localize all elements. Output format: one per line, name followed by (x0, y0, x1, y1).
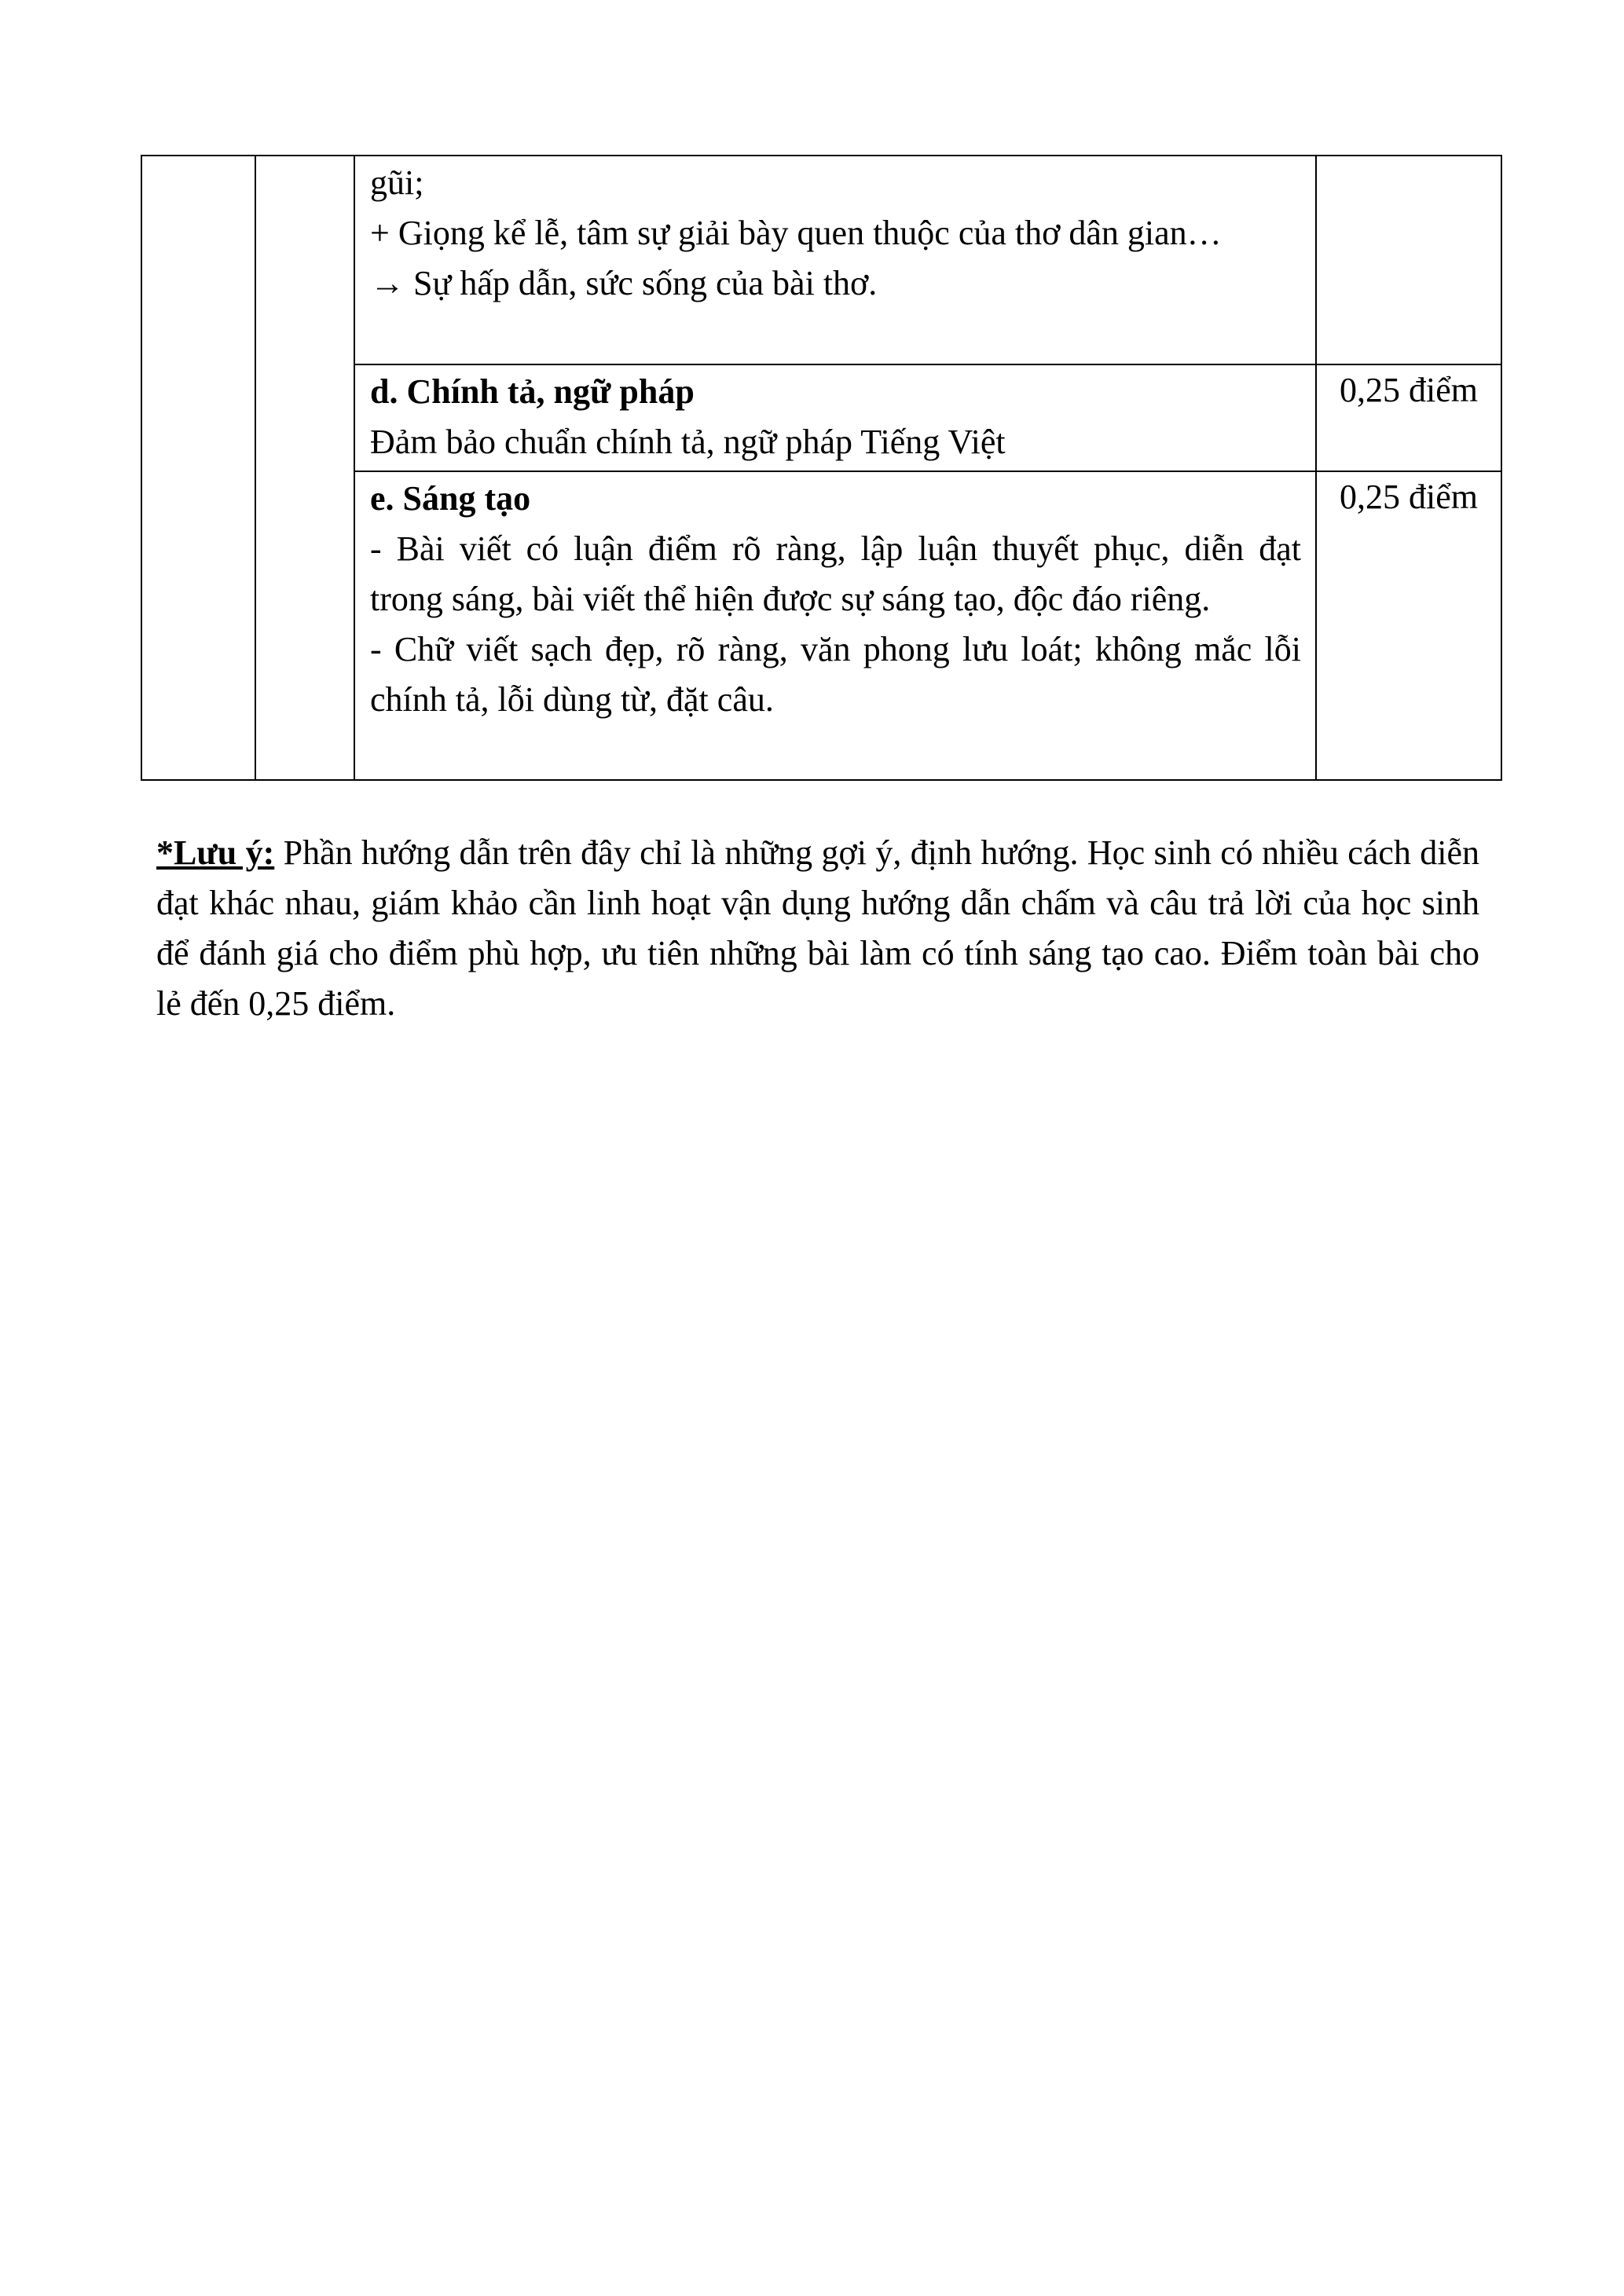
table-row (141, 156, 1501, 364)
content-line: gũi; (370, 163, 424, 202)
content-line: + Giọng kể lễ, tâm sự giải bày quen thuộc của thơ dân gian… (370, 214, 1222, 252)
score-value: 0,25 điểm (1316, 364, 1501, 471)
criterion-heading: e. Sáng tạo (370, 479, 531, 518)
table-cell-content (354, 471, 1316, 780)
table-cell-question (255, 156, 354, 780)
note-text: Phần hướng dẫn trên đây chỉ là những gợi ý, định hướng. Học sinh có nhiều cách diễn đạt khác nhau, giám khảo cần linh hoạt vận dụng hướng dẫn chấm và câu trả lời của học sinh để đánh giá cho điểm phù hợp, ưu tiên những bài làm có tính sáng tạo cao. Điểm toàn bài cho lẻ đến 0,25 điểm. (156, 833, 1480, 1023)
table-cell-content (354, 156, 1316, 364)
note-label: *Lưu ý: (156, 833, 275, 872)
note-paragraph (156, 828, 1479, 1029)
table-cell-section (141, 156, 255, 780)
content-line: - Chữ viết sạch đẹp, rõ ràng, văn phong lưu loát; không mắc lỗi chính tả, lỗi dùng từ, đặt câu. (370, 630, 1301, 719)
content-line: Đảm bảo chuẩn chính tả, ngữ pháp Tiếng Việt (370, 423, 1006, 461)
table-cell-score (1316, 156, 1501, 364)
grading-table (141, 155, 1502, 781)
score-value: 0,25 điểm (1316, 471, 1501, 780)
content-line: → Sự hấp dẫn, sức sống của bài thơ. (370, 264, 878, 302)
criterion-heading: d. Chính tả, ngữ pháp (370, 372, 695, 411)
table-cell-content (354, 364, 1316, 471)
content-line: - Bài viết có luận điểm rõ ràng, lập luận thuyết phục, diễn đạt trong sáng, bài viết thể hiện được sự sáng tạo, độc đáo riêng. (370, 529, 1301, 618)
